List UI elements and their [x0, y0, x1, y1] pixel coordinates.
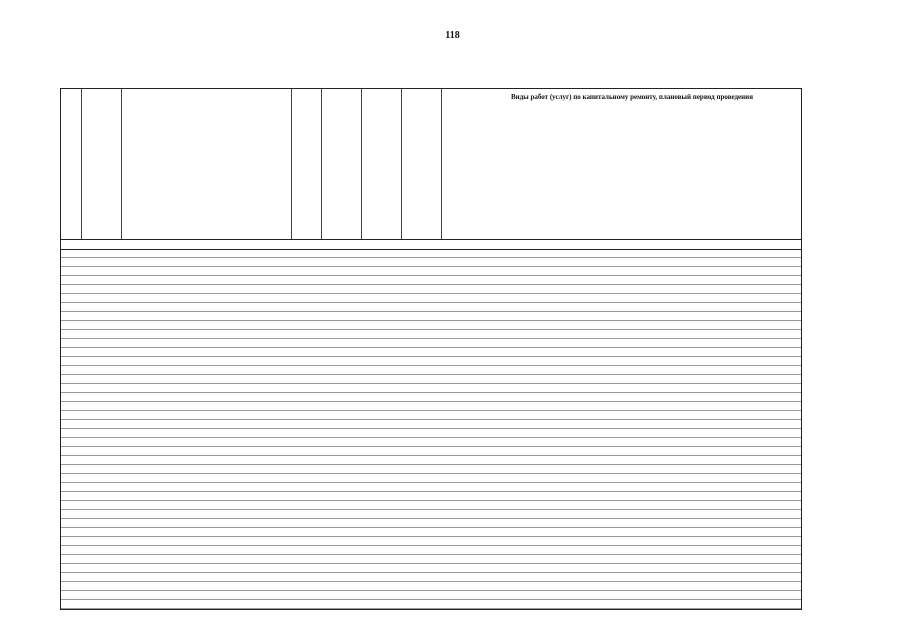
column-divider — [291, 89, 292, 239]
page-number: 118 — [445, 30, 460, 41]
column-divider — [121, 89, 122, 239]
column-divider — [361, 89, 362, 239]
table-body — [61, 249, 801, 609]
column-divider — [321, 89, 322, 239]
work-types-group-title: Виды работ (услуг) по капитальному ремонту, плановый период проведения — [511, 93, 753, 101]
column-divider — [81, 89, 82, 239]
capital-repair-schedule-table — [60, 88, 802, 610]
column-divider — [401, 89, 402, 239]
column-divider — [441, 89, 442, 239]
table-header — [61, 89, 801, 240]
